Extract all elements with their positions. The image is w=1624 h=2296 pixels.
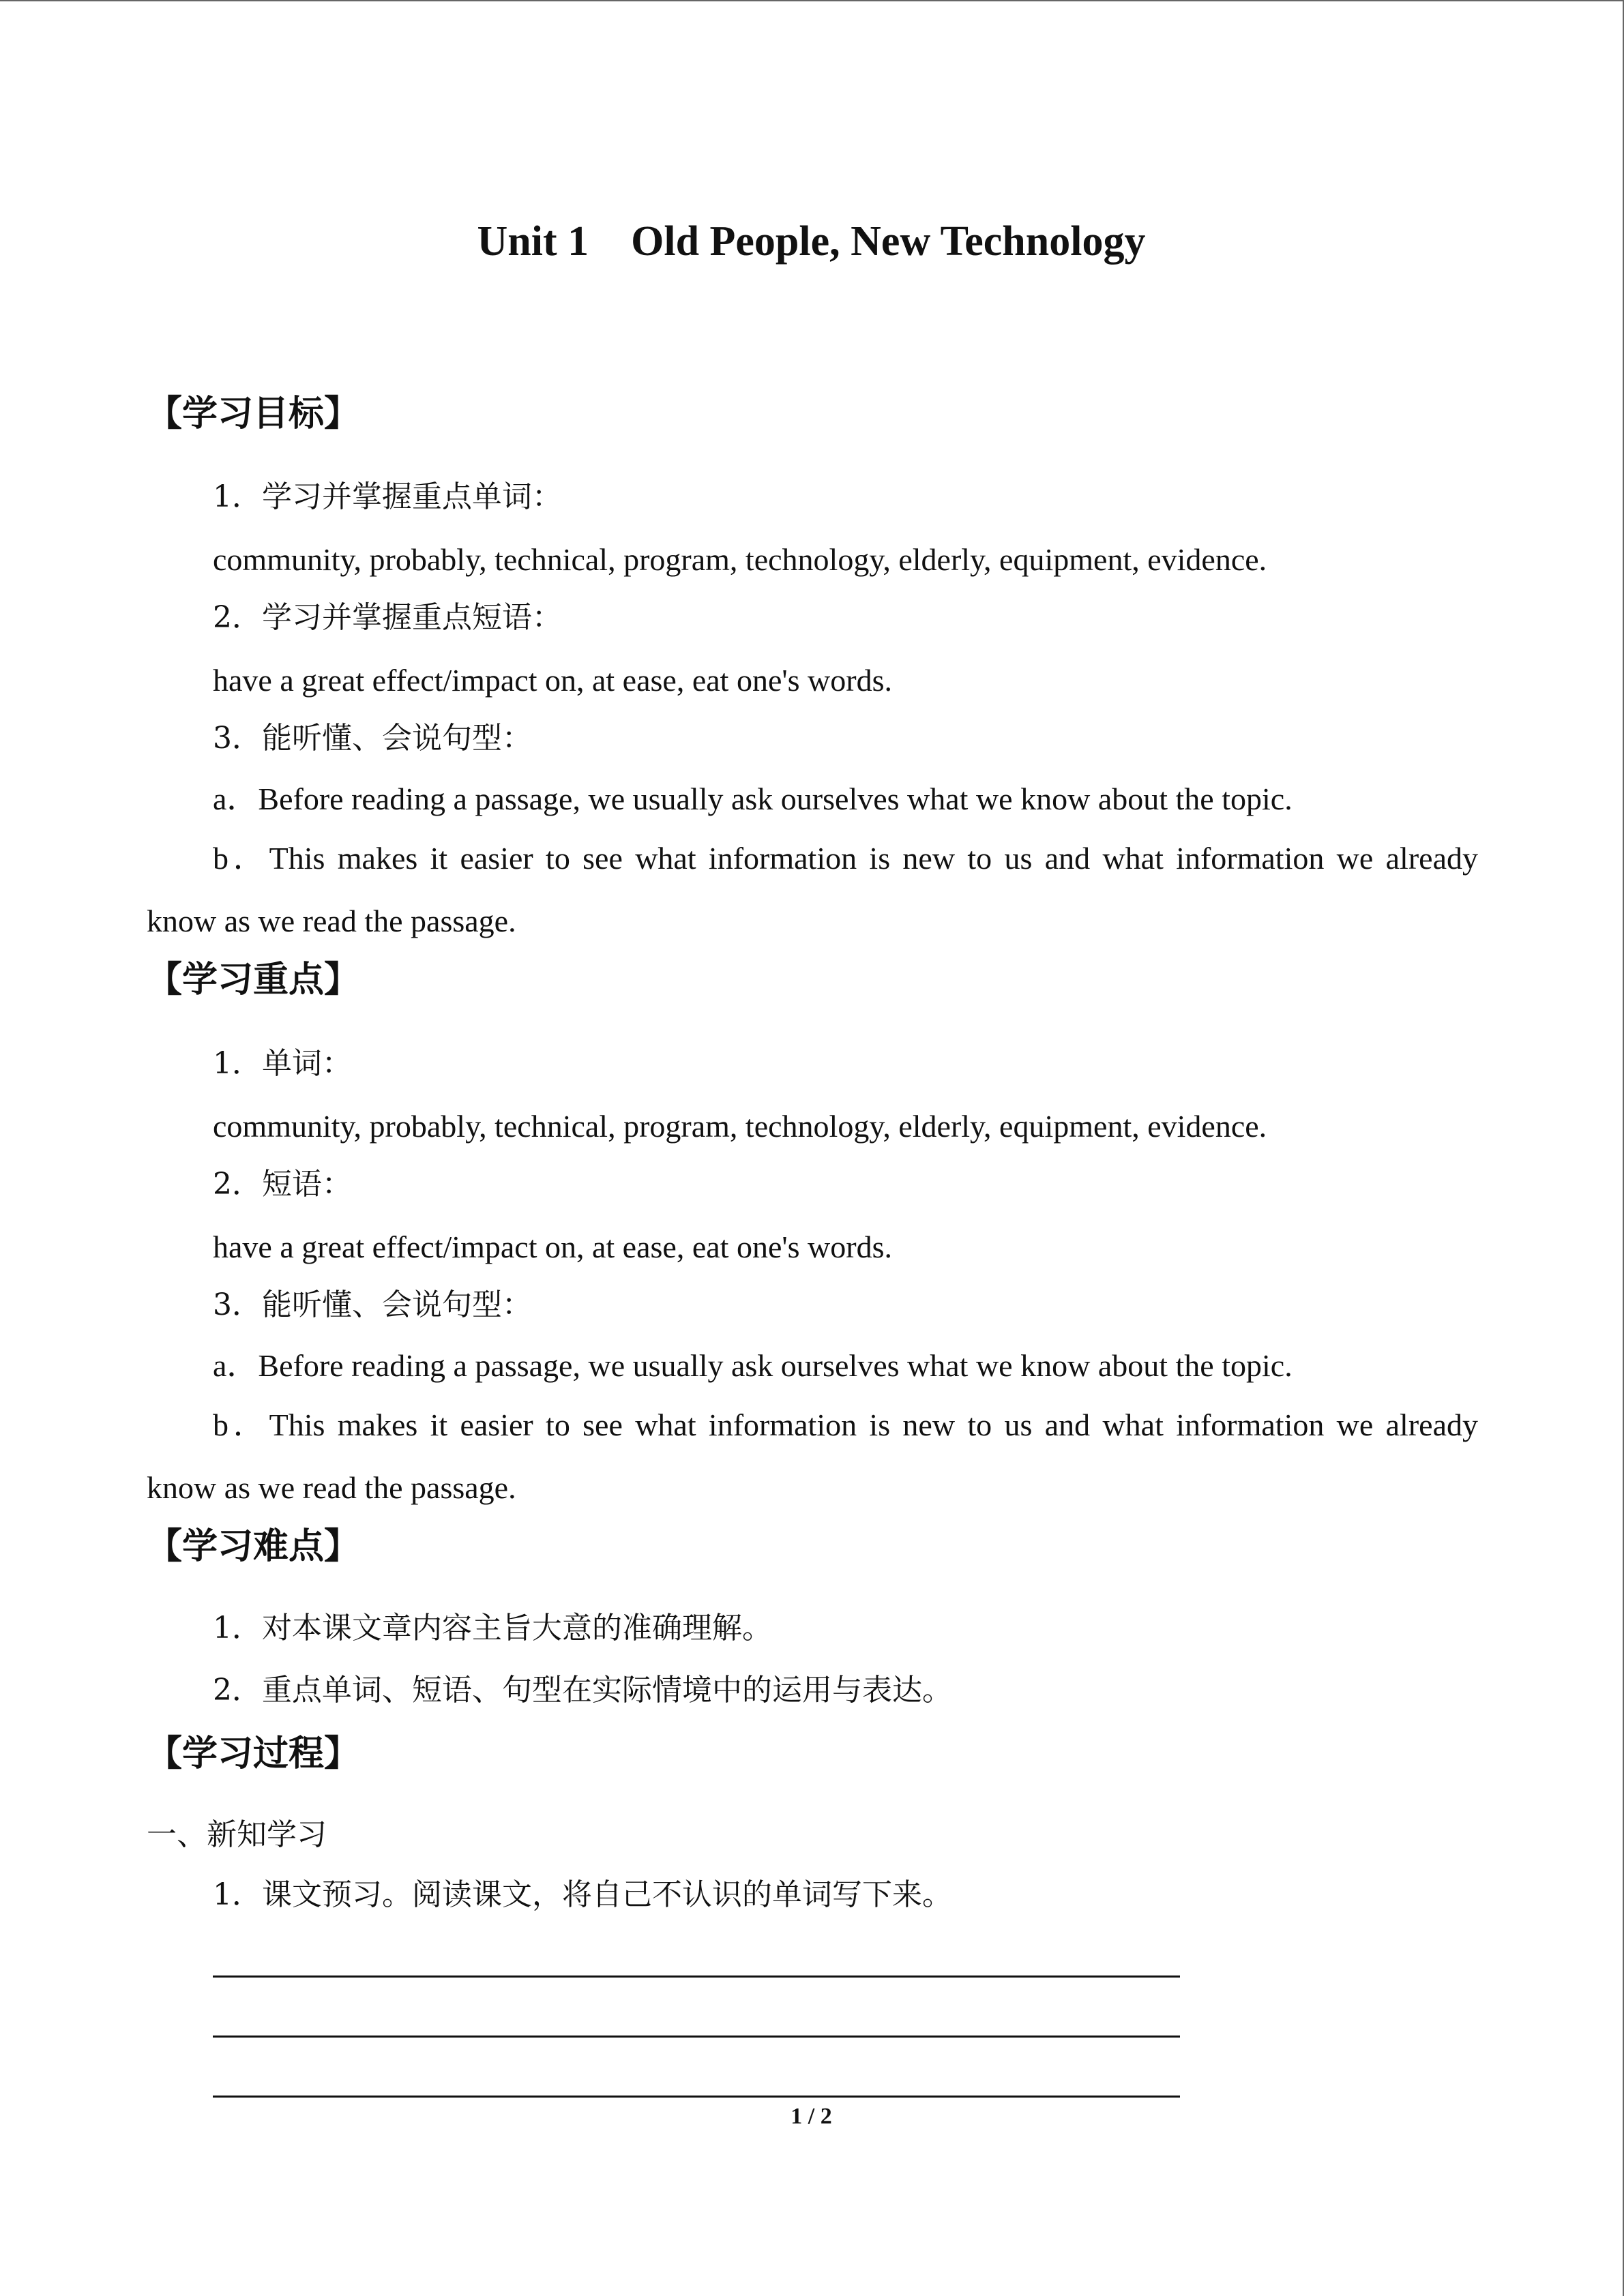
key-points-item1-text: community, probably, technical, program, technology, elderly, equipment, evidence. [213, 1109, 1267, 1144]
answer-blank-line[interactable] [213, 2096, 1180, 2098]
section-heading-process: 【学习过程】 [147, 1733, 360, 1774]
objectives-item3-label: 3．能听懂、会说句型： [213, 721, 532, 756]
difficulties-item1: 1．对本课文章内容主旨大意的准确理解。 [213, 1611, 772, 1645]
key-points-item1-label: 1．单词： [213, 1046, 352, 1081]
objectives-item2-label: 2．学习并掌握重点短语： [213, 600, 562, 635]
objectives-item1-label: 1．学习并掌握重点单词： [213, 479, 562, 514]
answer-blank-line[interactable] [213, 1976, 1180, 1978]
section-heading-difficulties: 【学习难点】 [147, 1526, 360, 1567]
objectives-item1-text: community, probably, technical, program, technology, elderly, equipment, evidence. [213, 542, 1267, 577]
difficulties-item2: 2．重点单词、短语、句型在实际情境中的运用与表达。 [213, 1673, 952, 1708]
process-part1-title: 一、新知学习 [147, 1817, 327, 1852]
objectives-item2-text: have a great effect/impact on, at ease, eat one's words. [213, 663, 892, 698]
key-points-sentence-b-line1: b．This makes it easier to see what information is new to us and what information we already [213, 1407, 1478, 1442]
objectives-sentence-a: a．Before reading a passage, we usually ask ourselves what we know about the topic. [213, 781, 1293, 816]
answer-blank-line[interactable] [213, 2036, 1180, 2038]
key-points-sentence-a: a．Before reading a passage, we usually ask ourselves what we know about the topic. [213, 1348, 1293, 1383]
process-task1: 1．课文预习。阅读课文，将自己不认识的单词写下来。 [213, 1877, 952, 1912]
key-points-item2-text: have a great effect/impact on, at ease, eat one's words. [213, 1229, 892, 1264]
section-heading-key-points: 【学习重点】 [147, 959, 360, 1000]
key-points-sentence-b-line2: know as we read the passage. [147, 1470, 516, 1505]
key-points-item2-label: 2．短语： [213, 1167, 352, 1202]
objectives-sentence-b-line1: b．This makes it easier to see what information is new to us and what information we already [213, 841, 1478, 876]
section-heading-objectives: 【学习目标】 [147, 393, 360, 434]
page-number: 1 / 2 [791, 2104, 832, 2129]
key-points-item3-label: 3．能听懂、会说句型： [213, 1287, 532, 1322]
page-title: Unit 1 Old People, New Technology [477, 218, 1146, 265]
objectives-sentence-b-line2: know as we read the passage. [147, 904, 516, 938]
